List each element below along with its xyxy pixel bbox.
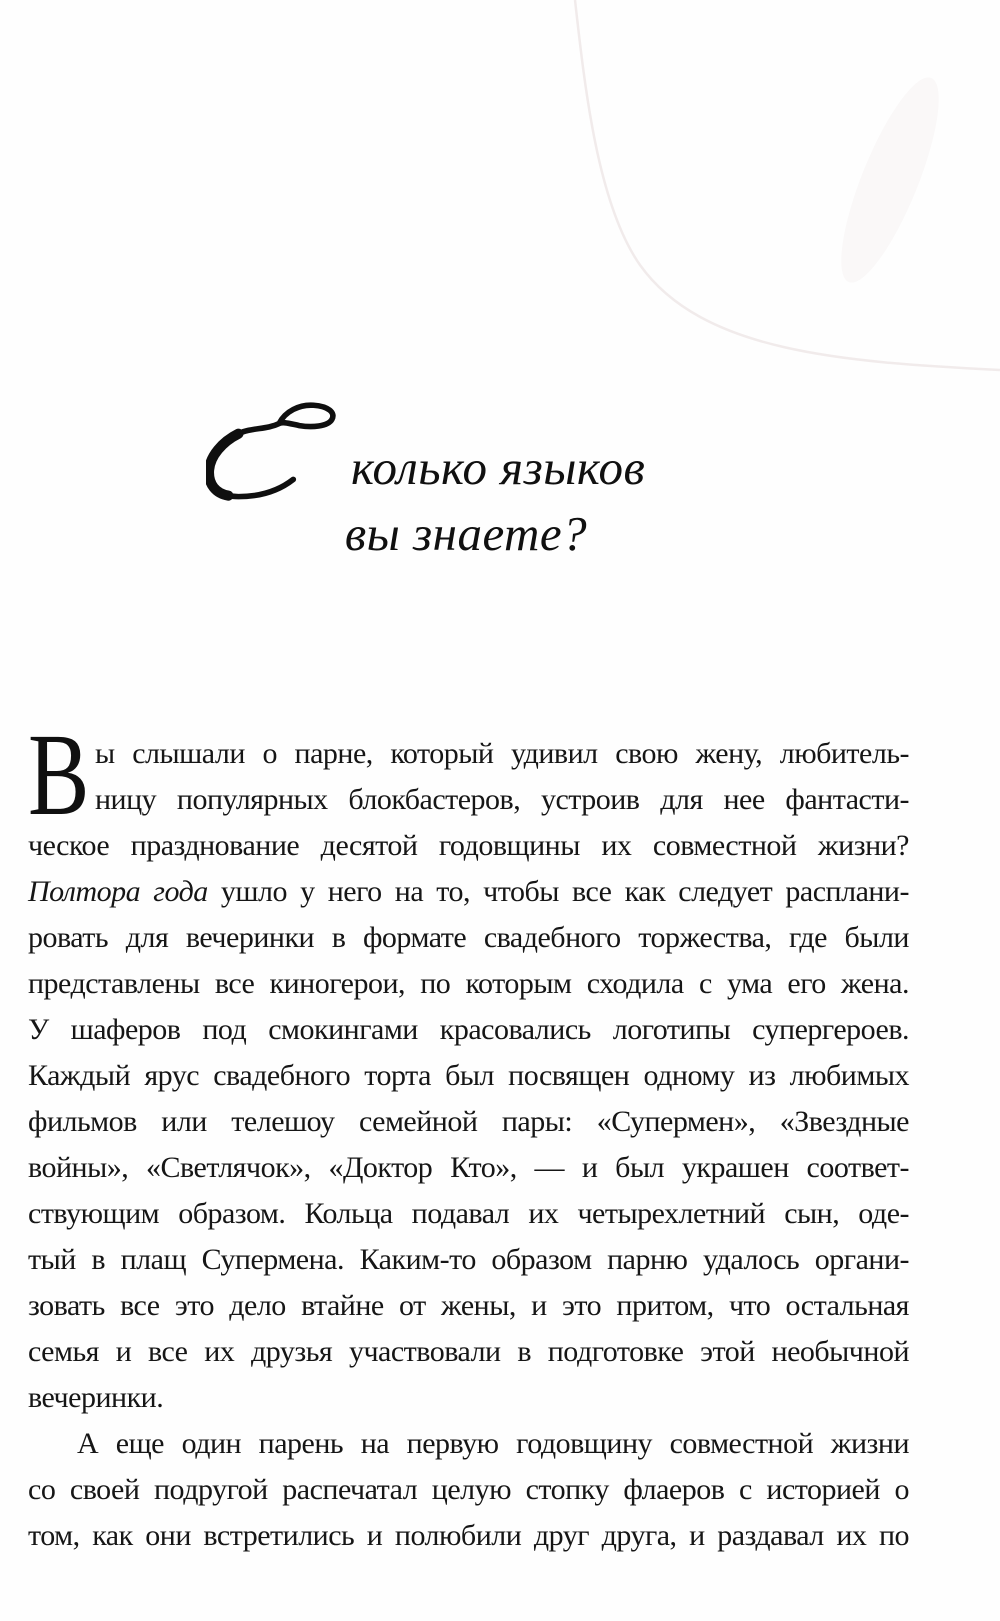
text-line: представлены все киногерои, по которым сходила с ума его жена.	[28, 967, 909, 1000]
text-line: зовать все это дело втайне от жены, и это притом, что остальная	[28, 1289, 909, 1322]
text-line: У шаферов под смокингами красовались логотипы супергероев.	[28, 1013, 909, 1046]
text-line: вечеринки.	[28, 1381, 164, 1414]
text-line: со своей подругой распечатал целую стопку флаеров с историей о	[28, 1473, 909, 1506]
swash-letter	[0, 0, 1, 1]
text-line: ствующим образом. Кольца подавал их четырехлетний сын, оде-	[28, 1197, 909, 1230]
paragraph-2	[28, 1421, 909, 1559]
text-line: фильмов или телешоу семейной пары: «Супермен», «Звездные	[28, 1105, 909, 1138]
text-line	[28, 869, 909, 915]
text-line: ы слышали о парне, который удивил свою жену, любитель-	[95, 737, 909, 770]
text-line: ческое празднование десятой годовщины их совместной жизни?	[28, 829, 909, 862]
text-line: А еще один парень на первую годовщину совместной жизни	[77, 1427, 909, 1460]
text-line: войны», «Светлячок», «Доктор Кто», — и был украшен соответ-	[28, 1151, 909, 1184]
text-line: тый в плащ Супермена. Каким-то образом парню удалось органи-	[28, 1243, 909, 1276]
chapter-title-line1: колько языков	[351, 440, 646, 495]
text-line: ницу популярных блокбастеров, устроив для нее фантасти-	[95, 783, 909, 816]
swash-initial-c-icon	[206, 402, 340, 506]
drop-cap	[28, 709, 90, 840]
text-line: Каждый ярус свадебного торта был посвящен одному из любимых	[28, 1059, 909, 1092]
text-line: семья и все их друзья участвовали в подготовке этой необычной	[28, 1335, 909, 1368]
body-text	[28, 709, 909, 1559]
text-line: том, как они встретились и полюбили друг друга, и раздавал их по	[28, 1519, 909, 1552]
text-segment: ушло у него на то, чтобы все как следует расплани-	[207, 875, 909, 908]
italic-phrase: Полтора года	[28, 875, 208, 908]
chapter-title-line2: вы знаете?	[344, 506, 588, 561]
text-line: ровать для вечеринки в формате свадебного торжества, где были	[28, 921, 909, 954]
paragraph-1	[28, 709, 909, 1421]
drop-cap-letter: В	[28, 709, 90, 840]
